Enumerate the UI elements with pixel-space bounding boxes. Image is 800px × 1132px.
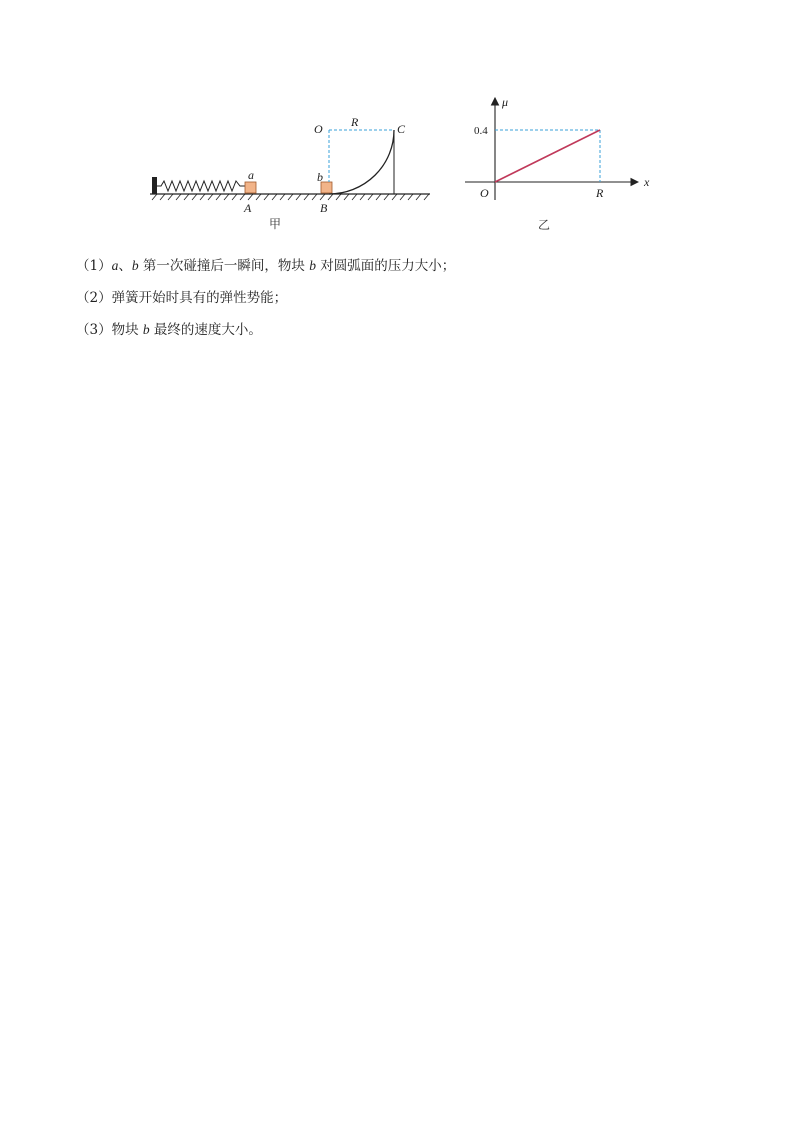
question-list bbox=[76, 256, 455, 352]
physics-figures bbox=[0, 0, 800, 250]
var-b: b bbox=[142, 322, 150, 337]
question-number: （2） bbox=[76, 290, 112, 306]
var-a: a bbox=[111, 258, 119, 273]
label-O: O bbox=[314, 122, 323, 136]
x-tick-label: R bbox=[596, 186, 604, 200]
question-text: 物块 bbox=[111, 322, 143, 338]
wall bbox=[152, 177, 157, 194]
label-B: B bbox=[320, 201, 328, 215]
ground-hatch bbox=[152, 194, 429, 200]
mu-line bbox=[495, 130, 600, 182]
label-A: A bbox=[244, 201, 252, 215]
origin-label: O bbox=[480, 186, 489, 200]
label-a: a bbox=[248, 168, 254, 182]
question-text: 弹簧开始时具有的弹性势能； bbox=[111, 290, 288, 306]
y-tick-label: 0.4 bbox=[474, 125, 488, 137]
figure-jia bbox=[150, 115, 430, 231]
question-2 bbox=[76, 288, 455, 320]
separator: 、 bbox=[118, 258, 132, 274]
var-b: b bbox=[309, 258, 316, 273]
label-R: R bbox=[351, 115, 359, 129]
arc-surface bbox=[329, 130, 394, 194]
label-b: b bbox=[317, 170, 323, 184]
question-number: （1） bbox=[76, 258, 112, 274]
figure-area bbox=[0, 0, 800, 250]
caption-jia: 甲 bbox=[269, 217, 282, 231]
block-a bbox=[245, 182, 256, 193]
question-3 bbox=[76, 320, 455, 352]
spring bbox=[157, 181, 245, 191]
var-b: b bbox=[131, 258, 139, 273]
label-C: C bbox=[397, 122, 406, 136]
y-axis-label: μ bbox=[502, 95, 509, 109]
question-number: （3） bbox=[76, 322, 112, 338]
question-text: 最终的速度大小。 bbox=[149, 322, 262, 338]
question-text: 第一次碰撞后一瞬间，物块 bbox=[138, 258, 310, 274]
question-text: 对圆弧面的压力大小； bbox=[315, 258, 456, 274]
figure-yi bbox=[465, 95, 650, 232]
caption-yi: 乙 bbox=[538, 218, 551, 232]
question-1 bbox=[76, 256, 455, 288]
x-axis-label: x bbox=[644, 175, 650, 189]
